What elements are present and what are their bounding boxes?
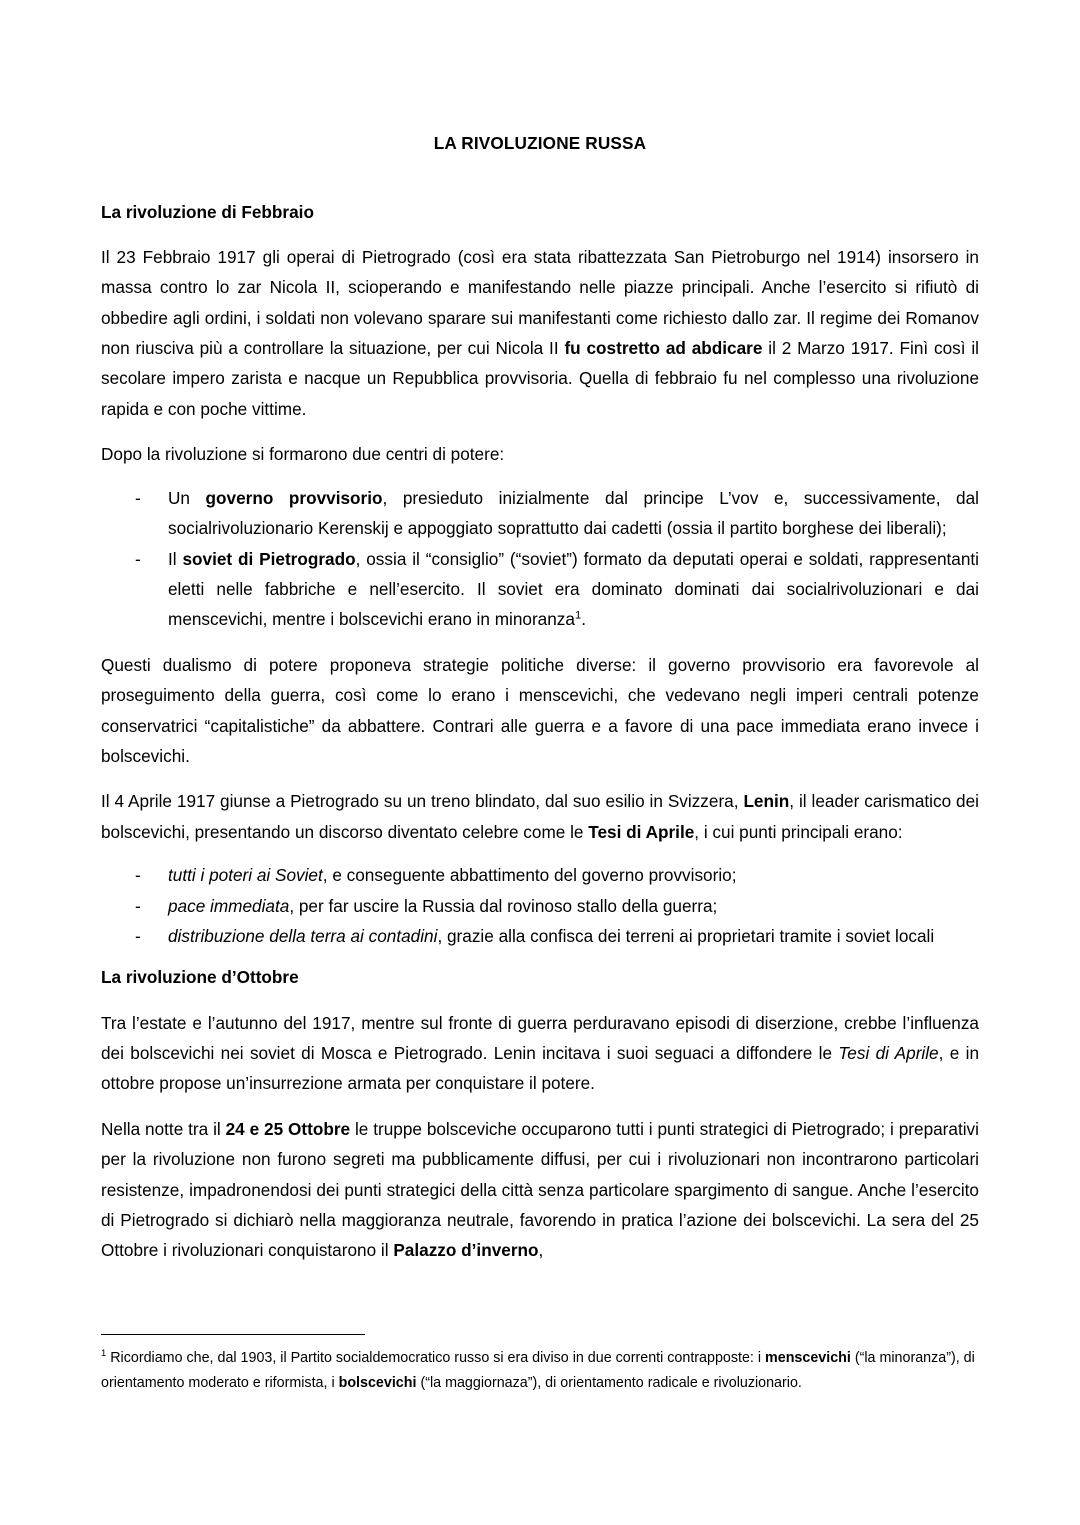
list-item — [101, 544, 979, 635]
footnote-reference[interactable]: 1 — [574, 609, 582, 622]
dash-bullet-icon: - — [135, 865, 141, 886]
list-item — [101, 921, 979, 951]
spacer — [101, 154, 979, 201]
dash-bullet-icon: - — [135, 487, 141, 508]
bold-run-lenin: Lenin — [743, 791, 790, 812]
bold-run-soviet-pietrogrado: soviet di Pietrogrado — [182, 548, 356, 569]
text-run: . — [581, 609, 587, 630]
list-centri-di-potere — [101, 483, 979, 635]
dash-bullet-icon: - — [135, 895, 141, 916]
spacer — [101, 951, 979, 966]
spacer — [101, 990, 979, 1008]
list-item — [101, 860, 979, 890]
text-run: , e conseguente abbattimento del governo provvisorio; — [322, 865, 737, 886]
list-item — [101, 891, 979, 921]
list-item — [101, 483, 979, 544]
text-run: , i cui punti principali erano: — [694, 821, 903, 842]
spacer — [101, 635, 979, 650]
footnote-1 — [101, 1346, 979, 1396]
spacer — [101, 424, 979, 439]
document-title: LA RIVOLUZIONE RUSSA — [433, 133, 647, 153]
spacer — [101, 224, 979, 242]
text-run: Il 23 Febbraio 1917 gli operai di Pietrogrado (così era stata ribattezzata San Pietroburgo nel 1914) insorsero in massa contro lo zar Nicola II, scioperando e manifestando nelle piazze principali. Anche l’esercito si rifiutò di obbedire agli ordini, i soldati non volevano sparare sui manifestanti come richiesto dallo zar. Il regime dei Romanov non riusciva più a controllare la situazione, per cui Nicola II — [101, 246, 979, 359]
paragraph-estate-autunno — [101, 1008, 979, 1099]
paragraph-notte-24-25-ottobre — [101, 1114, 979, 1266]
italic-run-tesi-di-aprile: Tesi di Aprile — [838, 1043, 939, 1064]
italic-run-distribuzione-terra: distribuzione della terra ai contadini — [168, 925, 438, 946]
bold-run-24-25-ottobre: 24 e 25 Ottobre — [225, 1118, 351, 1139]
spacer — [101, 470, 979, 483]
dash-bullet-icon: - — [135, 925, 141, 946]
paragraph-tesi-aprile — [101, 786, 979, 847]
document-content — [101, 0, 979, 1266]
footnote-marker: 1 — [101, 1347, 107, 1359]
text-run: Il 4 Aprile 1917 giunse a Pietrogrado su un treno blindato, dal suo esilio in Svizzera, — [101, 791, 744, 812]
text-run: Tra l’estate e l’autunno del 1917, mentre sul fronte di guerra perduravano episodi di diserzione, crebbe l’influenza dei bolscevichi nei soviet di Mosca e Pietrogrado. Lenin incitava i suoi seguaci a diffondere le — [101, 1012, 979, 1064]
bold-run-bolscevichi: bolscevichi — [338, 1375, 417, 1391]
text-run: Ricordiamo che, dal 1903, il Partito socialdemocratico russo si era diviso in due correnti contrapposte: i — [106, 1350, 766, 1366]
footnote-separator-rule — [101, 1334, 365, 1335]
dash-bullet-icon: - — [135, 548, 141, 569]
spacer — [101, 771, 979, 786]
text-run: , — [538, 1240, 544, 1261]
text-run: , presieduto inizialmente dal principe L’vov e, successivamente, dal socialrivoluzionario Kerenskij e appoggiato soprattutto dai cadetti (ossia il partito borghese dei liberali); — [168, 487, 979, 539]
text-run: il 2 Marzo 1917. Finì così il secolare impero zarista e nacque un Repubblica provvisoria. Quella di febbraio fu nel complesso una rivoluzione rapida e con poche vittime. — [101, 338, 979, 419]
list-punti-tesi-aprile — [101, 860, 979, 951]
bold-run-governo-provvisorio: governo provvisorio — [205, 487, 383, 508]
bold-run-tesi-di-aprile: Tesi di Aprile — [588, 821, 695, 842]
paragraph-due-centri: Dopo la rivoluzione si formarono due centri di potere: — [101, 444, 505, 465]
paragraph-dualismo: Questi dualismo di potere proponeva strategie politiche diverse: il governo provvisorio era favorevole al proseguimento della guerra, così come lo erano i menscevichi, che vedevano negli imperi centrali potenze conservatrici “capitalistiche” da abbattere. Contrari alle guerra e a favore di una pace immediata erano invece i bolscevichi. — [101, 654, 979, 766]
text-run: Nella notte tra il — [101, 1118, 226, 1139]
bold-run-abdicare: fu costretto ad abdicare — [564, 338, 763, 359]
text-run: Un — [168, 487, 206, 508]
italic-run-poteri-soviet: tutti i poteri ai Soviet — [168, 865, 323, 886]
spacer — [101, 1099, 979, 1114]
spacer — [101, 847, 979, 860]
text-run: (“la maggiornaza”), di orientamento radicale e rivoluzionario. — [416, 1375, 802, 1391]
bold-run-menscevichi: menscevichi — [765, 1350, 851, 1366]
text-run: (“la minoranza”), di orientamento moderato e riformista, i — [101, 1350, 975, 1391]
text-run: le truppe bolsceviche occuparono tutti i punti strategici di Pietrogrado; i preparativi per la rivoluzione non furono segreti ma pubblicamente diffusi, per cui i rivoluzionari non incontrarono particolari resistenze, impadronendosi dei punti strategici della città senza particolare spargimento di sangue. Anche l’esercito di Pietrogrado si dichiarò nella maggioranza neutrale, favorendo in pratica l’azione dei bolscevichi. La sera del 25 Ottobre i rivoluzionari conquistarono il — [101, 1118, 979, 1261]
text-run: Il — [168, 548, 183, 569]
italic-run-pace-immediata: pace immediata — [168, 895, 290, 916]
text-run: , il leader carismatico dei bolscevichi, presentando un discorso diventato celebre come le — [101, 791, 979, 842]
paragraph-febbraio-intro — [101, 242, 979, 424]
bold-run-palazzo-inverno: Palazzo d’inverno — [393, 1240, 539, 1261]
section-heading-ottobre: La rivoluzione d’Ottobre — [101, 967, 299, 988]
text-run: , e in ottobre propose un’insurrezione armata per conquistare il potere. — [101, 1043, 980, 1094]
text-run: , ossia il “consiglio” (“soviet”) formato da deputati operai e soldati, rappresentanti eletti nelle fabbriche e nell’esercito. Il soviet era dominato dominati dai socialrivoluzionari e dai menscevichi, mentre i bolscevichi erano in minoranza — [168, 548, 979, 630]
footnote-area — [101, 1334, 979, 1396]
text-run: , grazie alla confisca dei terreni ai proprietari tramite i soviet locali — [437, 925, 935, 946]
text-run: , per far uscire la Russia dal rovinoso stallo della guerra; — [289, 895, 718, 916]
section-heading-febbraio: La rivoluzione di Febbraio — [101, 201, 314, 222]
